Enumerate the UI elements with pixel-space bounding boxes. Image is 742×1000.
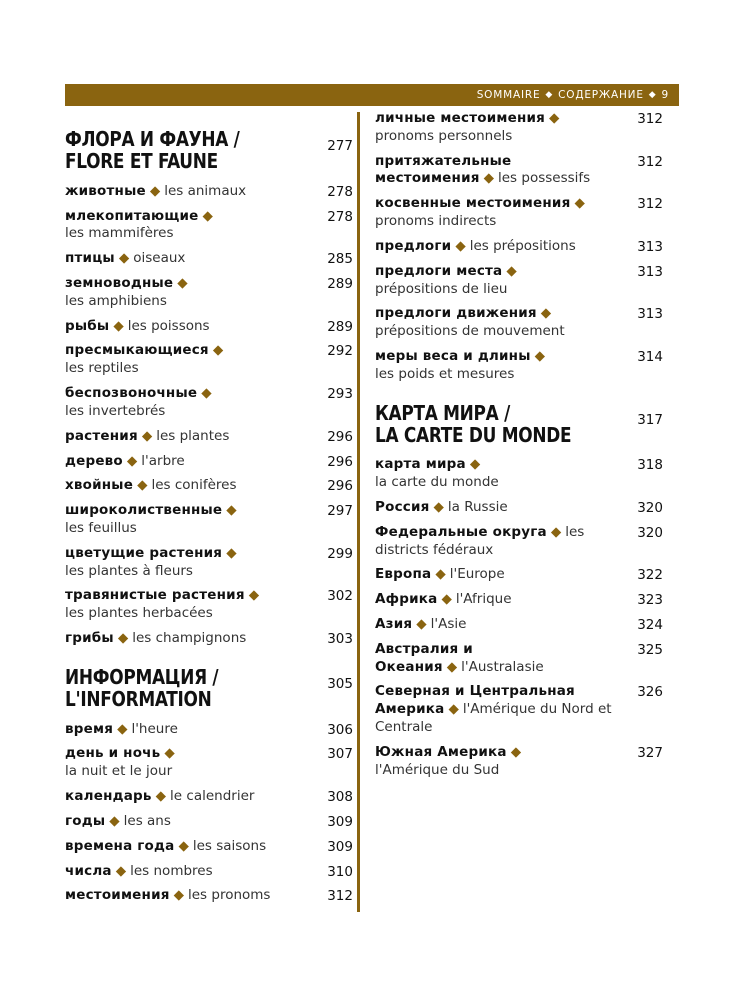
toc-entry-label-ru: птицы <box>65 250 115 267</box>
toc-entry[interactable] <box>65 745 353 781</box>
toc-entry-label-ru: хвойные <box>65 477 134 494</box>
toc-entry[interactable] <box>65 342 353 378</box>
toc-entry-page-number: 327 <box>637 744 663 761</box>
bullet-icon: ◆ <box>416 616 427 633</box>
bullet-icon: ◆ <box>118 250 130 267</box>
toc-entry-label-fr: l'Amérique du Sud <box>375 761 500 778</box>
toc-entry[interactable] <box>65 721 353 739</box>
toc-entry-text <box>65 630 246 648</box>
toc-entry-label-ru: время <box>65 720 114 737</box>
bullet-icon: ◆ <box>226 502 237 519</box>
toc-entry[interactable] <box>65 183 353 201</box>
toc-entry-text <box>375 683 615 736</box>
toc-entry-label-ru: пресмыкающиеся <box>65 342 209 359</box>
toc-entry-page-number: 278 <box>327 208 353 225</box>
bullet-icon: ◆ <box>201 385 212 402</box>
toc-entry-page-number: 318 <box>637 457 663 474</box>
toc-entry-label-fr: la Russie <box>447 498 508 515</box>
toc-entry-label-ru: Северная и Центральная Америка <box>375 683 575 718</box>
toc-entry-label-ru: карта мира <box>375 456 466 473</box>
toc-section-title <box>65 666 218 711</box>
bullet-icon: ◆ <box>483 170 494 187</box>
toc-entry-label-ru: травянистые растения <box>65 587 245 604</box>
toc-entry-text <box>375 616 466 634</box>
toc-entry[interactable] <box>375 566 663 584</box>
toc-entry-label-fr: les mammifères <box>65 225 174 242</box>
toc-entry-page-number: 320 <box>637 499 663 516</box>
toc-entry[interactable] <box>375 524 663 560</box>
toc-entry[interactable] <box>65 587 353 623</box>
toc-entry-text <box>65 545 241 581</box>
toc-entry-label-ru: животные <box>65 182 146 199</box>
toc-entry-label-ru: притяжательные местоимения <box>375 152 512 187</box>
toc-entry[interactable] <box>65 250 353 268</box>
toc-entry[interactable] <box>65 428 353 446</box>
toc-entry-page-number: 325 <box>637 641 663 658</box>
toc-entry-text <box>65 813 171 831</box>
toc-column-right <box>375 110 663 787</box>
toc-entry-label-ru: личные местоимения <box>375 110 546 126</box>
toc-entry-label-fr: les nombres <box>130 862 213 879</box>
toc-entry-page-number: 278 <box>327 183 353 200</box>
toc-entry-page-number: 308 <box>327 789 353 806</box>
toc-entry-label-ru: день и ночь <box>65 745 161 762</box>
toc-entry-text <box>375 641 615 677</box>
toc-entry-text <box>65 477 237 495</box>
toc-entry-label-fr: les prépositions <box>469 237 576 254</box>
toc-entry-label-ru: Европа <box>375 566 432 583</box>
bullet-icon: ◆ <box>117 720 128 737</box>
toc-entry-text <box>375 566 505 584</box>
toc-entry-label-fr: l'heure <box>131 720 178 737</box>
toc-section-title <box>375 402 571 447</box>
toc-entry[interactable] <box>375 110 663 146</box>
bullet-icon: ◆ <box>226 544 237 561</box>
toc-entry-text <box>375 305 565 341</box>
header-text <box>477 84 669 106</box>
bullet-icon: ◆ <box>574 195 585 212</box>
toc-entry-page-number: 289 <box>327 318 353 335</box>
toc-entry-label-ru: Федеральные округа <box>375 523 547 540</box>
toc-entry-page-number: 289 <box>327 276 353 293</box>
toc-entry-page-number: 309 <box>327 813 353 830</box>
toc-entry-page-number: 312 <box>327 888 353 905</box>
bullet-icon: ◆ <box>141 427 153 444</box>
toc-entry-label-fr: pronoms indirects <box>375 213 497 230</box>
toc-entry-text <box>65 342 227 378</box>
toc-entry-text <box>65 745 179 781</box>
toc-entry-label-ru: предлоги движения <box>375 305 537 322</box>
toc-entry-label-fr: les possessifs <box>498 170 591 187</box>
bullet-icon: ◆ <box>435 566 446 583</box>
toc-entry-text <box>375 238 576 256</box>
toc-entry-label-fr: les reptiles <box>65 360 139 377</box>
toc-entry-label-ru: растения <box>65 427 138 444</box>
bullet-icon: ◆ <box>173 887 184 904</box>
toc-entry[interactable] <box>65 788 353 806</box>
toc-entry-text <box>375 348 549 384</box>
toc-entry[interactable] <box>65 208 353 244</box>
toc-entry-page-number: 312 <box>637 111 663 127</box>
toc-entry-text <box>375 456 499 492</box>
toc-entry-label-ru: календарь <box>65 788 152 805</box>
toc-entry[interactable] <box>375 305 663 341</box>
toc-entry[interactable] <box>375 195 663 231</box>
toc-entry-label-ru: дерево <box>65 452 123 469</box>
toc-entry[interactable] <box>375 263 663 299</box>
toc-entry[interactable] <box>375 641 663 677</box>
bullet-icon: ◆ <box>177 275 188 292</box>
toc-entry-label-fr: l'Australasie <box>461 658 544 675</box>
toc-entry-label-ru: времена года <box>65 837 175 854</box>
toc-entry[interactable] <box>65 275 353 311</box>
toc-entry-text <box>65 721 178 739</box>
toc-entry[interactable] <box>65 318 353 336</box>
bullet-icon: ◆ <box>126 452 138 469</box>
bullet-icon: ◆ <box>441 591 452 608</box>
toc-entry-label-fr: les amphibiens <box>65 292 167 309</box>
toc-entry[interactable] <box>375 616 663 634</box>
bullet-icon: ◆ <box>164 745 175 762</box>
toc-section-title-fr: L'INFORMATION <box>65 687 212 712</box>
bullet-icon: ◆ <box>506 262 517 279</box>
toc-entry[interactable] <box>65 545 353 581</box>
toc-entry-label-fr: les plantes <box>156 427 230 444</box>
toc-entry-text <box>375 110 563 146</box>
toc-section-heading[interactable] <box>375 402 663 447</box>
toc-section-heading[interactable] <box>65 666 353 711</box>
toc-entry-label-fr: les ans <box>123 812 171 829</box>
toc-entry-text <box>375 153 615 189</box>
header-bar <box>65 84 679 106</box>
toc-entry-label-fr: les poissons <box>127 317 210 334</box>
bullet-icon: ◆ <box>433 498 444 515</box>
toc-entry[interactable] <box>375 348 663 384</box>
toc-entry-text <box>65 385 216 421</box>
toc-entry-label-ru: предлоги места <box>375 262 503 279</box>
toc-entry[interactable] <box>65 838 353 856</box>
toc-entry-page-number: 313 <box>637 306 663 323</box>
toc-entry-label-ru: рыбы <box>65 317 110 334</box>
toc-entry[interactable] <box>375 456 663 492</box>
toc-entry-text <box>375 591 512 609</box>
toc-entry-label-ru: земноводные <box>65 275 174 292</box>
toc-entry-label-fr: les champignons <box>132 630 247 647</box>
toc-entry-text <box>65 863 213 881</box>
toc-entry-label-ru: меры веса и длины <box>375 347 531 364</box>
bullet-icon: ◆ <box>109 812 120 829</box>
bullet-icon: ◆ <box>469 456 481 473</box>
toc-entry[interactable] <box>65 385 353 421</box>
toc-entry-text <box>65 502 241 538</box>
toc-section-heading[interactable] <box>65 128 353 173</box>
toc-entry-label-fr: les feuillus <box>65 519 137 536</box>
toc-entry-page-number: 296 <box>327 428 353 445</box>
toc-column-left <box>65 110 353 912</box>
toc-entry-page-number: 299 <box>327 545 353 562</box>
toc-entry[interactable] <box>375 683 663 736</box>
bullet-icon: ◆ <box>149 182 161 199</box>
toc-entry-label-fr: les poids et mesures <box>375 365 515 382</box>
toc-entry[interactable] <box>375 153 663 189</box>
toc-entry[interactable] <box>65 453 353 471</box>
bullet-icon: ◆ <box>448 701 459 718</box>
toc-entry-page-number: 306 <box>327 721 353 738</box>
toc-entry-page-number: 302 <box>327 588 353 605</box>
toc-section-page-number: 317 <box>637 411 663 428</box>
toc-entry[interactable] <box>375 238 663 256</box>
toc-section-page-number: 277 <box>327 138 353 154</box>
bullet-icon: ◆ <box>178 837 189 854</box>
toc-entry-page-number: 326 <box>637 684 663 701</box>
toc-entry[interactable] <box>65 887 353 905</box>
toc-entry-page-number: 312 <box>637 196 663 213</box>
bullet-icon: ◆ <box>117 630 129 647</box>
toc-entry[interactable] <box>375 744 663 780</box>
toc-entry-page-number: 293 <box>327 386 353 403</box>
toc-entry-text <box>65 838 266 856</box>
bullet-icon: ◆ <box>115 862 127 879</box>
bullet-icon: ◆ <box>137 477 148 494</box>
toc-entry-page-number: 310 <box>327 863 353 880</box>
toc-entry-label-fr: les animaux <box>164 182 247 199</box>
toc-entry-label-fr: les districts fédéraux <box>375 523 585 558</box>
header-page-number: 9 <box>661 89 669 101</box>
toc-entry-label-fr: les pronoms <box>188 887 271 904</box>
toc-entry-text <box>65 587 263 623</box>
toc-entry-label-fr: la nuit et le jour <box>65 763 173 780</box>
toc-entry-text <box>65 453 185 471</box>
toc-entry-label-fr: prépositions de mouvement <box>375 323 565 340</box>
toc-section-title-ru: ФЛОРА И ФАУНА / <box>65 127 240 151</box>
toc-entry-label-ru: млекопитающие <box>65 207 199 224</box>
toc-entry-label-fr: les plantes herbacées <box>65 605 213 622</box>
toc-entry-page-number: 323 <box>637 592 663 609</box>
toc-entry-label-ru: Австралия и Океания <box>375 640 473 675</box>
toc-entry-page-number: 303 <box>327 631 353 648</box>
toc-entry-text <box>375 524 615 560</box>
toc-entry-page-number: 297 <box>327 503 353 520</box>
toc-entry-label-ru: годы <box>65 812 106 829</box>
bullet-icon: ◆ <box>113 317 124 334</box>
toc-entry-label-ru: грибы <box>65 630 114 647</box>
toc-entry-text <box>65 208 217 244</box>
toc-entry-text <box>65 887 270 905</box>
bullet-icon: ◆ <box>248 587 260 604</box>
toc-entry-page-number: 320 <box>637 524 663 541</box>
bullet-icon: ◆ <box>446 658 458 675</box>
toc-entry-label-fr: l'Amérique du Nord et Centrale <box>375 701 612 736</box>
header-separator-2: ◆ <box>648 90 657 100</box>
bullet-icon: ◆ <box>549 110 560 126</box>
toc-section-title-ru: КАРТА МИРА / <box>375 400 510 425</box>
toc-entry-page-number: 322 <box>637 567 663 584</box>
toc-section-title-fr: FLORE ET FAUNE <box>65 149 218 174</box>
toc-entry-page-number: 307 <box>327 746 353 763</box>
toc-section-title-fr: LA CARTE DU MONDE <box>375 422 572 447</box>
toc-entry-label-fr: l'arbre <box>141 452 185 469</box>
toc-entry-page-number: 324 <box>637 617 663 634</box>
toc-entry-label-ru: Африка <box>375 591 438 608</box>
toc-entry-text <box>65 788 254 806</box>
toc-entry-text <box>65 183 246 201</box>
toc-entry-label-ru: косвенные местоимения <box>375 195 571 212</box>
toc-entry-label-fr: les saisons <box>192 837 267 854</box>
toc-entry-label-ru: цветущие растения <box>65 544 223 561</box>
toc-entry-label-ru: широколиственные <box>65 502 223 519</box>
toc-entry-label-ru: числа <box>65 862 112 879</box>
toc-entry-label-fr: l'Afrique <box>455 591 512 608</box>
toc-entry-label-fr: prépositions de lieu <box>375 280 508 297</box>
bullet-icon: ◆ <box>510 743 522 760</box>
bullet-icon: ◆ <box>212 342 224 359</box>
bullet-icon: ◆ <box>202 207 213 224</box>
toc-entry-text <box>65 250 185 268</box>
toc-entry-label-fr: le calendrier <box>170 788 255 805</box>
toc-entry-label-fr: l'Asie <box>430 616 467 633</box>
toc-entry-label-fr: pronoms personnels <box>375 127 513 144</box>
toc-entry[interactable] <box>375 591 663 609</box>
toc-entry[interactable] <box>65 813 353 831</box>
toc-section-title-ru: ИНФОРМАЦИЯ / <box>65 664 219 689</box>
bullet-icon: ◆ <box>455 237 466 254</box>
column-divider <box>357 112 360 912</box>
toc-entry-label-fr: les plantes à fleurs <box>65 562 193 579</box>
toc-entry-label-fr: oiseaux <box>133 250 186 267</box>
toc-entry-text <box>375 744 525 780</box>
toc-entry-text <box>375 499 508 517</box>
toc-entry-text <box>65 275 192 311</box>
toc-entry-text <box>375 195 589 231</box>
toc-entry-text <box>65 428 229 446</box>
bullet-icon: ◆ <box>540 305 552 322</box>
toc-entry-page-number: 296 <box>327 453 353 470</box>
toc-entry-page-number: 296 <box>327 478 353 495</box>
toc-entry-page-number: 312 <box>637 153 663 170</box>
toc-entry[interactable] <box>65 477 353 495</box>
toc-entry-label-ru: Азия <box>375 616 413 633</box>
toc-entry-label-ru: беспозвоночные <box>65 385 198 402</box>
header-sommaire-label: SOMMAIRE <box>476 89 541 101</box>
toc-entry[interactable] <box>65 863 353 881</box>
toc-section-page-number: 305 <box>327 675 353 692</box>
toc-section-title <box>65 128 240 173</box>
toc-entry-label-fr: les invertebrés <box>65 402 166 419</box>
toc-entry-label-ru: Россия <box>375 498 430 515</box>
bullet-icon: ◆ <box>155 788 167 805</box>
toc-entry-page-number: 309 <box>327 838 353 855</box>
toc-entry[interactable] <box>65 630 353 648</box>
toc-entry-page-number: 313 <box>637 238 663 255</box>
toc-entry-label-ru: местоимения <box>65 887 170 904</box>
bullet-icon: ◆ <box>534 347 546 364</box>
toc-entry-label-ru: предлоги <box>375 237 452 254</box>
toc-entry-label-fr: la carte du monde <box>375 474 499 491</box>
toc-entry-label-fr: l'Europe <box>449 566 505 583</box>
toc-entry[interactable] <box>65 502 353 538</box>
toc-entry-label-ru: Южная Америка <box>375 743 507 760</box>
toc-entry-text <box>65 318 210 336</box>
toc-entry-text <box>375 263 521 299</box>
header-separator-1: ◆ <box>545 90 554 100</box>
toc-entry[interactable] <box>375 499 663 517</box>
toc-entry-page-number: 314 <box>637 348 663 365</box>
toc-entry-label-fr: les conifères <box>151 477 237 494</box>
header-soderzhanie-label: СОДЕРЖАНИЕ <box>558 89 644 101</box>
bullet-icon: ◆ <box>550 523 562 540</box>
toc-entry-page-number: 313 <box>637 263 663 280</box>
toc-entry-page-number: 285 <box>327 251 353 268</box>
toc-entry-page-number: 292 <box>327 343 353 360</box>
